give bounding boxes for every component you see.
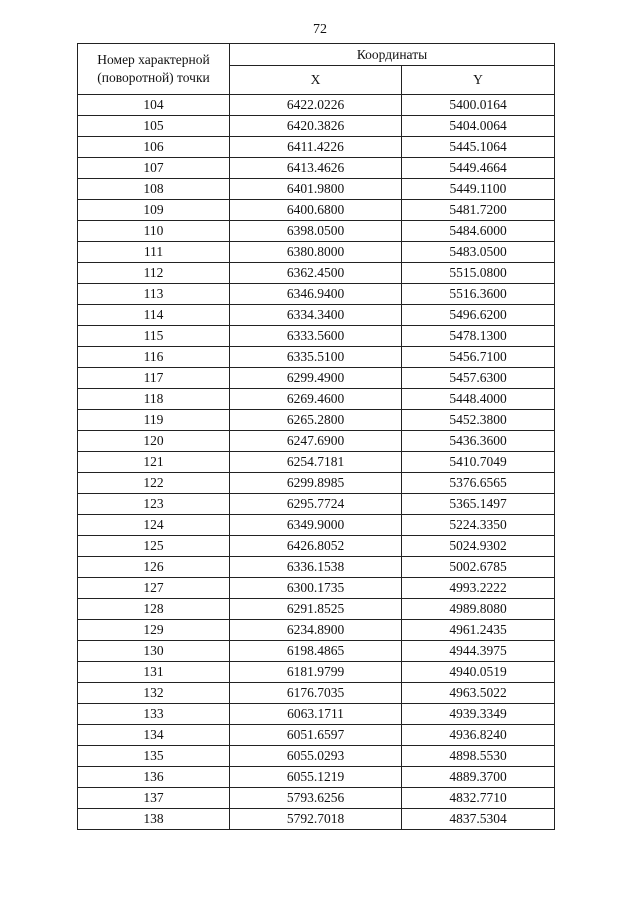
x-coordinate-cell: 6346.9400 bbox=[230, 284, 402, 305]
point-number-cell: 110 bbox=[78, 221, 230, 242]
point-number-cell: 111 bbox=[78, 242, 230, 263]
table-row bbox=[78, 809, 555, 830]
y-coordinate-cell: 5481.7200 bbox=[402, 200, 555, 221]
coordinates-header: Координаты bbox=[230, 44, 555, 66]
table-row bbox=[78, 368, 555, 389]
x-header: X bbox=[230, 66, 402, 95]
point-number-cell: 119 bbox=[78, 410, 230, 431]
x-coordinate-cell: 6198.4865 bbox=[230, 641, 402, 662]
header-row bbox=[78, 44, 555, 66]
point-number-cell: 113 bbox=[78, 284, 230, 305]
y-coordinate-cell: 4989.8080 bbox=[402, 599, 555, 620]
point-number-cell: 128 bbox=[78, 599, 230, 620]
point-number-cell: 118 bbox=[78, 389, 230, 410]
table-row bbox=[78, 242, 555, 263]
table-row bbox=[78, 305, 555, 326]
y-coordinate-cell: 5400.0164 bbox=[402, 95, 555, 116]
table-row bbox=[78, 515, 555, 536]
table-row bbox=[78, 599, 555, 620]
x-coordinate-cell: 5792.7018 bbox=[230, 809, 402, 830]
table-row bbox=[78, 536, 555, 557]
point-number-cell: 125 bbox=[78, 536, 230, 557]
x-coordinate-cell: 6181.9799 bbox=[230, 662, 402, 683]
y-coordinate-cell: 5002.6785 bbox=[402, 557, 555, 578]
x-coordinate-cell: 6051.6597 bbox=[230, 725, 402, 746]
point-number-cell: 131 bbox=[78, 662, 230, 683]
x-coordinate-cell: 6299.8985 bbox=[230, 473, 402, 494]
table-row bbox=[78, 557, 555, 578]
table-row bbox=[78, 746, 555, 767]
point-header-line1: Номер характерной bbox=[97, 52, 210, 67]
x-coordinate-cell: 6400.6800 bbox=[230, 200, 402, 221]
point-number-header bbox=[78, 44, 230, 95]
x-coordinate-cell: 6335.5100 bbox=[230, 347, 402, 368]
y-coordinate-cell: 5376.6565 bbox=[402, 473, 555, 494]
x-coordinate-cell: 6055.1219 bbox=[230, 767, 402, 788]
table-row bbox=[78, 389, 555, 410]
table-row bbox=[78, 410, 555, 431]
table-row bbox=[78, 95, 555, 116]
x-coordinate-cell: 6380.8000 bbox=[230, 242, 402, 263]
x-coordinate-cell: 6420.3826 bbox=[230, 116, 402, 137]
y-coordinate-cell: 5365.1497 bbox=[402, 494, 555, 515]
table-row bbox=[78, 137, 555, 158]
y-coordinate-cell: 5516.3600 bbox=[402, 284, 555, 305]
table-row bbox=[78, 200, 555, 221]
table-header bbox=[78, 44, 555, 95]
table-body bbox=[78, 95, 555, 830]
point-number-cell: 115 bbox=[78, 326, 230, 347]
y-coordinate-cell: 4939.3349 bbox=[402, 704, 555, 725]
table-row bbox=[78, 326, 555, 347]
y-coordinate-cell: 5404.0064 bbox=[402, 116, 555, 137]
table-row bbox=[78, 620, 555, 641]
point-number-cell: 114 bbox=[78, 305, 230, 326]
y-coordinate-cell: 5410.7049 bbox=[402, 452, 555, 473]
point-number-cell: 120 bbox=[78, 431, 230, 452]
y-coordinate-cell: 5478.1300 bbox=[402, 326, 555, 347]
table-row bbox=[78, 263, 555, 284]
x-coordinate-cell: 6299.4900 bbox=[230, 368, 402, 389]
x-coordinate-cell: 6055.0293 bbox=[230, 746, 402, 767]
point-header-line2: (поворотной) точки bbox=[97, 70, 210, 85]
x-coordinate-cell: 6398.0500 bbox=[230, 221, 402, 242]
table-row bbox=[78, 788, 555, 809]
point-number-cell: 129 bbox=[78, 620, 230, 641]
table-row bbox=[78, 158, 555, 179]
point-number-cell: 123 bbox=[78, 494, 230, 515]
x-coordinate-cell: 6333.5600 bbox=[230, 326, 402, 347]
x-coordinate-cell: 6300.1735 bbox=[230, 578, 402, 599]
x-coordinate-cell: 6291.8525 bbox=[230, 599, 402, 620]
y-coordinate-cell: 5024.9302 bbox=[402, 536, 555, 557]
point-number-cell: 108 bbox=[78, 179, 230, 200]
point-number-cell: 109 bbox=[78, 200, 230, 221]
table-row bbox=[78, 494, 555, 515]
y-coordinate-cell: 5457.6300 bbox=[402, 368, 555, 389]
y-coordinate-cell: 4832.7710 bbox=[402, 788, 555, 809]
x-coordinate-cell: 6295.7724 bbox=[230, 494, 402, 515]
x-coordinate-cell: 6362.4500 bbox=[230, 263, 402, 284]
x-coordinate-cell: 6401.9800 bbox=[230, 179, 402, 200]
x-coordinate-cell: 6176.7035 bbox=[230, 683, 402, 704]
y-coordinate-cell: 5449.1100 bbox=[402, 179, 555, 200]
table-row bbox=[78, 221, 555, 242]
y-coordinate-cell: 4889.3700 bbox=[402, 767, 555, 788]
y-coordinate-cell: 4898.5530 bbox=[402, 746, 555, 767]
x-coordinate-cell: 6265.2800 bbox=[230, 410, 402, 431]
y-coordinate-cell: 5448.4000 bbox=[402, 389, 555, 410]
x-coordinate-cell: 6349.9000 bbox=[230, 515, 402, 536]
table-row bbox=[78, 725, 555, 746]
x-coordinate-cell: 6413.4626 bbox=[230, 158, 402, 179]
table-row bbox=[78, 767, 555, 788]
point-number-cell: 105 bbox=[78, 116, 230, 137]
point-number-cell: 133 bbox=[78, 704, 230, 725]
table-row bbox=[78, 431, 555, 452]
x-coordinate-cell: 6269.4600 bbox=[230, 389, 402, 410]
x-coordinate-cell: 6426.8052 bbox=[230, 536, 402, 557]
point-number-cell: 135 bbox=[78, 746, 230, 767]
y-coordinate-cell: 4936.8240 bbox=[402, 725, 555, 746]
x-coordinate-cell: 6422.0226 bbox=[230, 95, 402, 116]
coordinates-table bbox=[77, 43, 555, 830]
y-header: Y bbox=[402, 66, 555, 95]
y-coordinate-cell: 5445.1064 bbox=[402, 137, 555, 158]
point-number-cell: 127 bbox=[78, 578, 230, 599]
point-number-cell: 106 bbox=[78, 137, 230, 158]
x-coordinate-cell: 6254.7181 bbox=[230, 452, 402, 473]
table-row bbox=[78, 452, 555, 473]
x-coordinate-cell: 5793.6256 bbox=[230, 788, 402, 809]
point-number-cell: 130 bbox=[78, 641, 230, 662]
table-row bbox=[78, 179, 555, 200]
table-row bbox=[78, 683, 555, 704]
x-coordinate-cell: 6334.3400 bbox=[230, 305, 402, 326]
point-number-cell: 107 bbox=[78, 158, 230, 179]
x-coordinate-cell: 6336.1538 bbox=[230, 557, 402, 578]
x-coordinate-cell: 6234.8900 bbox=[230, 620, 402, 641]
point-number-cell: 112 bbox=[78, 263, 230, 284]
table-row bbox=[78, 578, 555, 599]
point-number-cell: 104 bbox=[78, 95, 230, 116]
point-number-cell: 132 bbox=[78, 683, 230, 704]
y-coordinate-cell: 5483.0500 bbox=[402, 242, 555, 263]
point-number-cell: 126 bbox=[78, 557, 230, 578]
y-coordinate-cell: 4837.5304 bbox=[402, 809, 555, 830]
point-number-cell: 117 bbox=[78, 368, 230, 389]
y-coordinate-cell: 5515.0800 bbox=[402, 263, 555, 284]
y-coordinate-cell: 4961.2435 bbox=[402, 620, 555, 641]
y-coordinate-cell: 4940.0519 bbox=[402, 662, 555, 683]
x-coordinate-cell: 6247.6900 bbox=[230, 431, 402, 452]
point-number-cell: 134 bbox=[78, 725, 230, 746]
x-coordinate-cell: 6411.4226 bbox=[230, 137, 402, 158]
y-coordinate-cell: 5484.6000 bbox=[402, 221, 555, 242]
page-number: 72 bbox=[313, 22, 327, 37]
table-row bbox=[78, 116, 555, 137]
y-coordinate-cell: 5496.6200 bbox=[402, 305, 555, 326]
y-coordinate-cell: 4993.2222 bbox=[402, 578, 555, 599]
y-coordinate-cell: 5452.3800 bbox=[402, 410, 555, 431]
table-row bbox=[78, 641, 555, 662]
point-number-cell: 116 bbox=[78, 347, 230, 368]
table-row bbox=[78, 473, 555, 494]
point-number-cell: 136 bbox=[78, 767, 230, 788]
y-coordinate-cell: 4944.3975 bbox=[402, 641, 555, 662]
y-coordinate-cell: 5224.3350 bbox=[402, 515, 555, 536]
point-number-cell: 122 bbox=[78, 473, 230, 494]
point-number-cell: 138 bbox=[78, 809, 230, 830]
y-coordinate-cell: 5436.3600 bbox=[402, 431, 555, 452]
table-row bbox=[78, 347, 555, 368]
y-coordinate-cell: 5449.4664 bbox=[402, 158, 555, 179]
point-number-cell: 121 bbox=[78, 452, 230, 473]
y-coordinate-cell: 5456.7100 bbox=[402, 347, 555, 368]
x-coordinate-cell: 6063.1711 bbox=[230, 704, 402, 725]
point-number-cell: 124 bbox=[78, 515, 230, 536]
table-row bbox=[78, 662, 555, 683]
table-row bbox=[78, 284, 555, 305]
point-number-cell: 137 bbox=[78, 788, 230, 809]
y-coordinate-cell: 4963.5022 bbox=[402, 683, 555, 704]
table-row bbox=[78, 704, 555, 725]
